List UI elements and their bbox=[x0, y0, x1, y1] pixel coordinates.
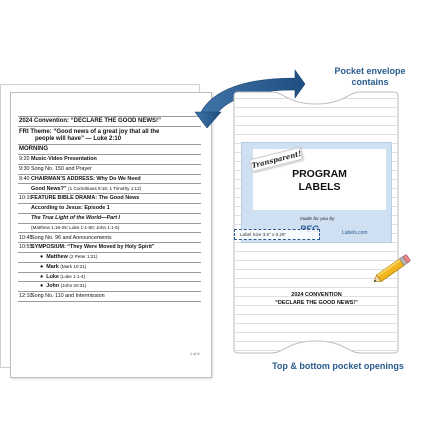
program-item-text: CHAIRMAN’S ADDRESS: Why Do We Need bbox=[31, 175, 141, 182]
program-theme-line1: FRI Theme: “Good news of a great joy that all the bbox=[19, 128, 160, 135]
bullet-icon: ● bbox=[40, 273, 44, 280]
symposium-ref: (Luke 1:1-4) bbox=[60, 273, 86, 279]
symposium-item bbox=[18, 262, 201, 272]
bullet-icon: ● bbox=[40, 263, 44, 270]
program-session: MORNING bbox=[19, 145, 48, 152]
program-item-text: FEATURE BIBLE DRAMA: The Good News bbox=[31, 195, 140, 202]
program-item bbox=[18, 242, 201, 252]
bullet-icon: ● bbox=[40, 283, 44, 290]
symposium-name: Mark bbox=[46, 263, 59, 270]
pencil-icon bbox=[370, 252, 414, 286]
bullet-icon: ● bbox=[40, 254, 44, 261]
program-item-italic: The True Light of the World—Part I bbox=[31, 215, 121, 221]
label-title bbox=[253, 168, 386, 194]
program-item-cont bbox=[18, 223, 201, 233]
program-item-cont-text: According to Jesus: Episode 1 bbox=[31, 205, 110, 212]
program-item-cont bbox=[18, 183, 201, 193]
label-title-line1: PROGRAM bbox=[292, 168, 347, 180]
pocket-envelope-note bbox=[300, 66, 436, 88]
symposium-item bbox=[18, 272, 201, 282]
page-number: 1 of 6 bbox=[190, 352, 200, 356]
convention-line2: “DECLARE THE GOOD NEWS!” bbox=[275, 300, 358, 306]
convention-line1: 2024 CONVENTION bbox=[291, 292, 342, 298]
program-session-row bbox=[18, 144, 201, 154]
note-top-line1: Pocket envelope bbox=[334, 66, 406, 76]
label-size-box: Label Size 3.5" x 0.25" bbox=[234, 229, 320, 240]
program-theme-line2: people will have” — Luke 2:10 bbox=[35, 135, 122, 142]
made-for-text: made for you by bbox=[300, 217, 335, 222]
program-title: 2024 Convention: “DECLARE THE GOOD NEWS!” bbox=[19, 118, 162, 125]
program-item bbox=[18, 164, 201, 174]
program-item bbox=[18, 174, 201, 184]
program-item-text: SYMPOSIUM: “They Were Moved by Holy Spirit” bbox=[31, 244, 155, 251]
symposium-name: John bbox=[46, 283, 60, 290]
program-item-time: 10:10 bbox=[19, 195, 33, 202]
symposium-name: Luke bbox=[46, 273, 59, 280]
pocket-openings-note: Top & bottom pocket openings bbox=[272, 361, 404, 371]
symposium-item bbox=[18, 252, 201, 262]
program-item-cont bbox=[18, 213, 201, 223]
program-item-text: Song No. 96 and Announcements bbox=[31, 234, 112, 241]
program-item-time: 10:55 bbox=[19, 244, 33, 251]
program-item-ref: (Matthew 1:18-25; Luke 1:1-80; John 1:1-5) bbox=[31, 224, 120, 230]
program-item bbox=[18, 154, 201, 164]
program-item-time: 12:10 bbox=[19, 293, 33, 300]
program-theme-row bbox=[18, 126, 201, 143]
program-list bbox=[18, 116, 201, 302]
symposium-ref: (John 20:31) bbox=[60, 283, 87, 289]
symposium-ref: (Mark 10:21) bbox=[60, 263, 87, 269]
symposium-ref: (2 Peter 1:21) bbox=[69, 254, 98, 260]
convention-label bbox=[241, 291, 392, 307]
transparent-sticker: Transparent! bbox=[249, 147, 303, 172]
program-item-time: 9:40 bbox=[19, 175, 30, 182]
program-item bbox=[18, 291, 201, 302]
program-item-text: Music-Video Presentation bbox=[31, 156, 97, 163]
program-item-text: Song No. 150 and Prayer bbox=[31, 166, 92, 173]
program-item-text: Song No. 110 and Intermission bbox=[31, 293, 105, 300]
program-item-ref: (1 Corinthians 9:16; 1 Timothy 1:12) bbox=[68, 185, 142, 191]
program-item-cont bbox=[18, 203, 201, 213]
program-item-time: 9:30 bbox=[19, 166, 30, 173]
program-item-time: 9:20 bbox=[19, 156, 30, 163]
program-item bbox=[18, 232, 201, 242]
program-title-row bbox=[18, 116, 201, 126]
program-item-cont-text: Good News?” bbox=[31, 185, 67, 192]
note-top-line2: contains bbox=[351, 77, 389, 87]
symposium-item bbox=[18, 281, 201, 291]
program-item-time: 10:45 bbox=[19, 234, 33, 241]
program-item bbox=[18, 193, 201, 203]
label-title-line2: LABELS bbox=[298, 181, 341, 193]
symposium-name: Matthew bbox=[46, 254, 68, 261]
brand-domain: Labels.com bbox=[342, 230, 368, 236]
